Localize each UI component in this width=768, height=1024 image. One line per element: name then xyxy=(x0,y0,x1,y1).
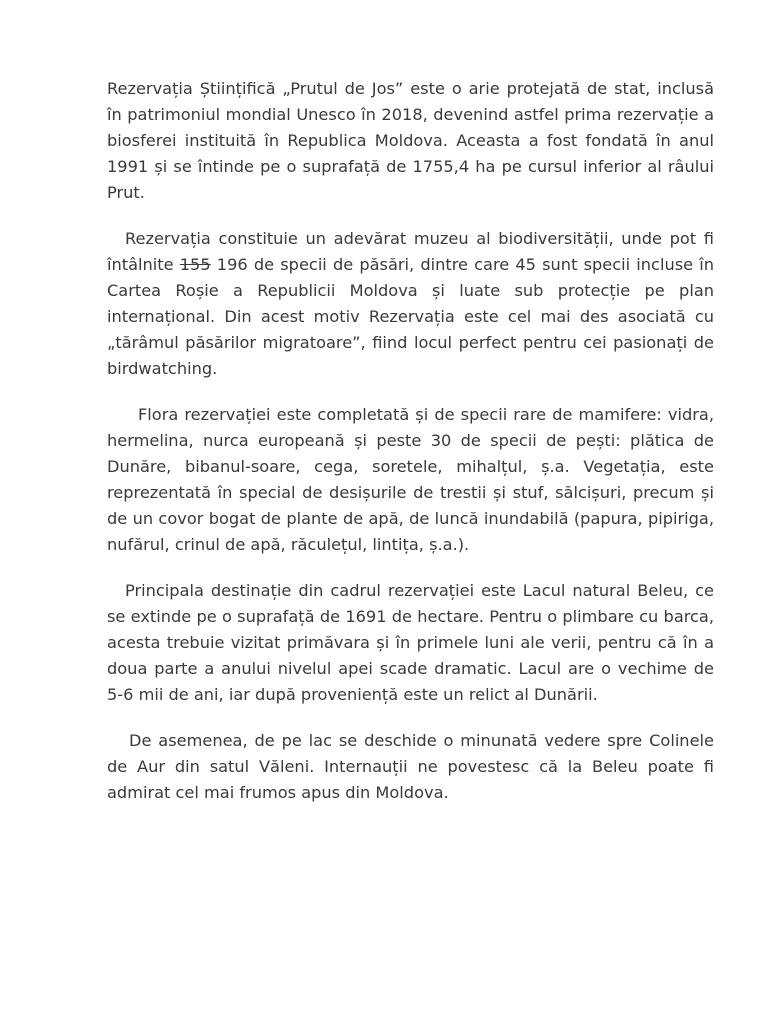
paragraph-lake-beleu: Principala destinație din cadrul rezervației este Lacul natural Beleu, ce se extinde pe o suprafață de 1691 de hectare. Pentru o plimbare cu barca, acesta trebuie vizitat primăvara și în primele luni ale verii, pentru că în a doua parte a anului nivelul apei scade dramatic. Lacul are o vechime de 5-6 mii de ani, iar după proveniență este un relict al Dunării. xyxy=(107,581,714,704)
paragraph-flora: Flora rezervației este completată și de specii rare de mamifere: vidra, hermelina, nurca europeană și peste 30 de specii de pești: plătica de Dunăre, bibanul-soare, cega, soretele, mihalțul, ș.a. Vegetația, este reprezentată în special de desișurile de trestii și stuf, sălcișuri, precum și de un covor bogat de plante de apă, de luncă inundabilă (papura, pipiriga, nufărul, crinul de apă, răculețul, lintița, ș.a.). xyxy=(107,405,714,554)
paragraph-intro: Rezervația Științifică „Prutul de Jos” este o arie protejată de stat, inclusă în patrimoniul mondial Unesco în 2018, devenind astfel prima rezervație a biosferei instituită în Republica Moldova. Aceasta a fost fondată în anul 1991 și se întinde pe o suprafață de 1755,4 ha pe cursul inferior al râului Prut. xyxy=(107,79,714,202)
paragraph-biodiversity xyxy=(107,226,714,382)
paragraph-biodiversity-start: Rezervația constituie un adevărat muzeu al biodiversității, unde pot fi întâlnite xyxy=(107,229,714,274)
document-body xyxy=(107,76,714,826)
paragraph-sunset: De asemenea, de pe lac se deschide o minunată vedere spre Colinele de Aur din satul Văleni. Internauții ne povestesc că la Beleu poate fi admirat cel mai frumos apus din Moldova. xyxy=(107,731,714,802)
paragraph-biodiversity-rest: 196 de specii de păsări, dintre care 45 sunt specii incluse în Cartea Roșie a Republicii Moldova și luate sub protecție pe plan internațional. Din acest motiv Rezervația este cel mai des asociată cu „tărâmul păsărilor migratoare”, fiind locul perfect pentru cei pasionați de birdwatching. xyxy=(107,255,715,378)
struck-through-number: 155 xyxy=(179,255,211,274)
